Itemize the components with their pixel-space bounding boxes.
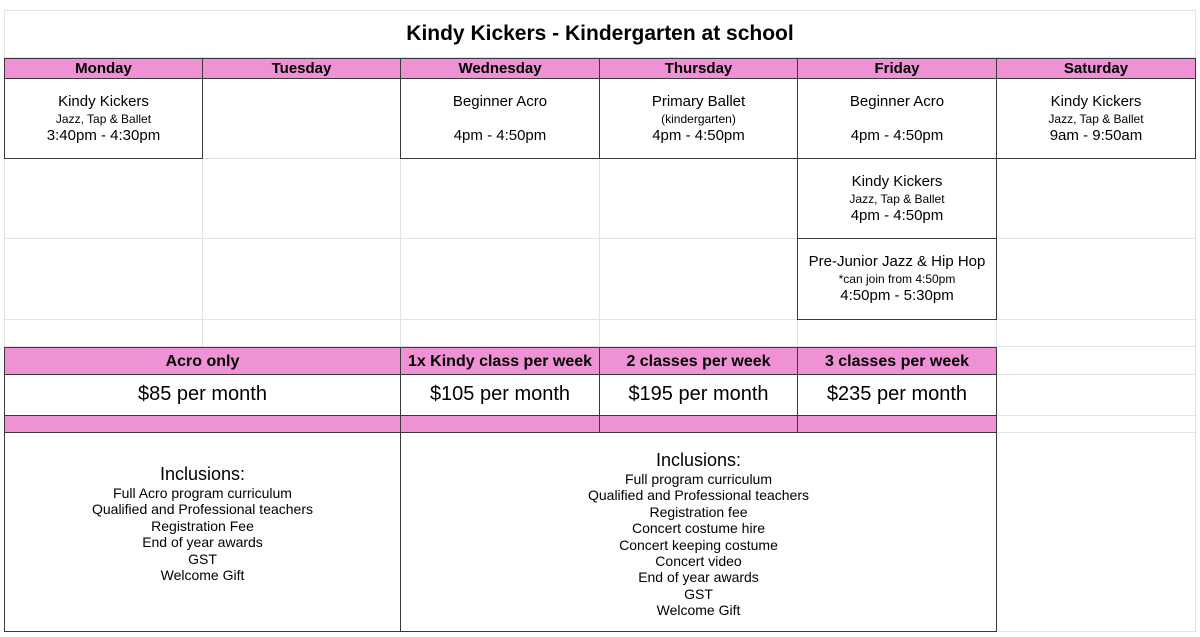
inclusion-item: End of year awards (142, 534, 263, 551)
class-cell-thursday (599, 78, 798, 159)
price-acro: $85 per month (4, 374, 401, 416)
class-time: 4pm - 4:50pm (652, 127, 745, 144)
empty-cell (202, 320, 401, 347)
empty-cell (996, 415, 1196, 433)
inclusion-item: Qualified and Professional teachers (91, 501, 314, 518)
class-cell-friday-1 (797, 78, 997, 159)
empty-cell (4, 238, 203, 320)
class-name: Beginner Acro (849, 93, 945, 110)
inclusions-heading: Inclusions: (655, 450, 742, 470)
class-name: Kindy Kickers (1050, 93, 1142, 110)
page-title: Kindy Kickers - Kindergarten at school (4, 10, 1196, 58)
pricing-header-1x-kindy: 1x Kindy class per week (400, 347, 600, 375)
empty-cell (599, 320, 798, 347)
empty-cell (797, 320, 997, 347)
pink-divider (400, 415, 600, 433)
class-name: Kindy Kickers (851, 173, 943, 190)
class-name: Kindy Kickers (58, 93, 149, 110)
inclusions-heading: Inclusions: (159, 464, 246, 484)
class-name: Beginner Acro (452, 93, 548, 110)
day-header-saturday: Saturday (996, 58, 1196, 79)
inclusion-item: Qualified and Professional teachers (587, 487, 810, 504)
inclusion-item: Concert costume hire (631, 520, 766, 537)
inclusion-item: Welcome Gift (656, 602, 741, 619)
inclusion-item: Full Acro program curriculum (113, 485, 292, 501)
empty-cell (996, 432, 1196, 632)
empty-cell (996, 238, 1196, 320)
empty-cell (202, 159, 401, 239)
class-time: 4:50pm - 5:30pm (840, 287, 954, 304)
class-cell-wednesday (400, 78, 600, 159)
empty-cell (202, 79, 401, 159)
empty-cell (996, 375, 1196, 416)
empty-cell (599, 238, 798, 320)
pink-divider (599, 415, 798, 433)
inclusions-program (400, 432, 997, 632)
pricing-header-3-classes: 3 classes per week (797, 347, 997, 375)
inclusion-item: Full program curriculum (624, 471, 773, 487)
class-time: 4pm - 4:50pm (850, 207, 944, 224)
empty-cell (400, 159, 600, 239)
empty-cell (996, 159, 1196, 239)
empty-cell (400, 320, 600, 347)
empty-cell (996, 320, 1196, 347)
inclusion-item: Welcome Gift (160, 567, 245, 584)
inclusion-item: Registration Fee (151, 517, 254, 534)
class-styles: Jazz, Tap & Ballet (849, 192, 945, 206)
class-time: 4pm - 4:50pm (453, 127, 547, 144)
pricing-header-acro: Acro only (4, 347, 401, 375)
empty-cell (202, 238, 401, 320)
class-cell-monday (4, 78, 203, 159)
inclusion-item: Registration fee (649, 503, 748, 520)
inclusions-acro (4, 432, 401, 632)
pink-divider (797, 415, 997, 433)
day-header-friday: Friday (797, 58, 997, 79)
class-styles: Jazz, Tap & Ballet (55, 112, 152, 126)
class-name: Pre-Junior Jazz & Hip Hop (808, 253, 986, 270)
class-cell-friday-3 (797, 238, 997, 320)
class-styles: Jazz, Tap & Ballet (1048, 112, 1144, 126)
pricing-header-2-classes: 2 classes per week (599, 347, 798, 375)
day-header-tuesday: Tuesday (202, 58, 401, 79)
class-time: 3:40pm - 4:30pm (46, 127, 161, 144)
inclusion-item: GST (188, 550, 217, 567)
day-header-wednesday: Wednesday (400, 58, 600, 79)
day-header-monday: Monday (4, 58, 203, 79)
class-cell-friday-2 (797, 158, 997, 239)
inclusion-item: End of year awards (638, 569, 759, 586)
empty-cell (400, 238, 600, 320)
class-name: Primary Ballet (651, 93, 746, 110)
empty-cell (599, 159, 798, 239)
day-header-thursday: Thursday (599, 58, 798, 79)
inclusion-item: Concert video (655, 553, 742, 570)
class-time: 4pm - 4:50pm (850, 127, 944, 144)
class-time: 9am - 9:50am (1049, 127, 1143, 144)
empty-cell (4, 320, 203, 347)
inclusion-item: GST (684, 585, 713, 602)
price-1x-kindy: $105 per month (400, 374, 600, 416)
class-note: *can join from 4:50pm (838, 272, 956, 286)
empty-cell (996, 347, 1196, 375)
class-cell-saturday (996, 78, 1196, 159)
empty-cell (4, 159, 203, 239)
inclusion-item: Concert keeping costume (619, 536, 778, 553)
price-3-classes: $235 per month (797, 374, 997, 416)
pink-divider (4, 415, 401, 433)
price-2-classes: $195 per month (599, 374, 798, 416)
class-note: (kindergarten) (661, 112, 736, 126)
